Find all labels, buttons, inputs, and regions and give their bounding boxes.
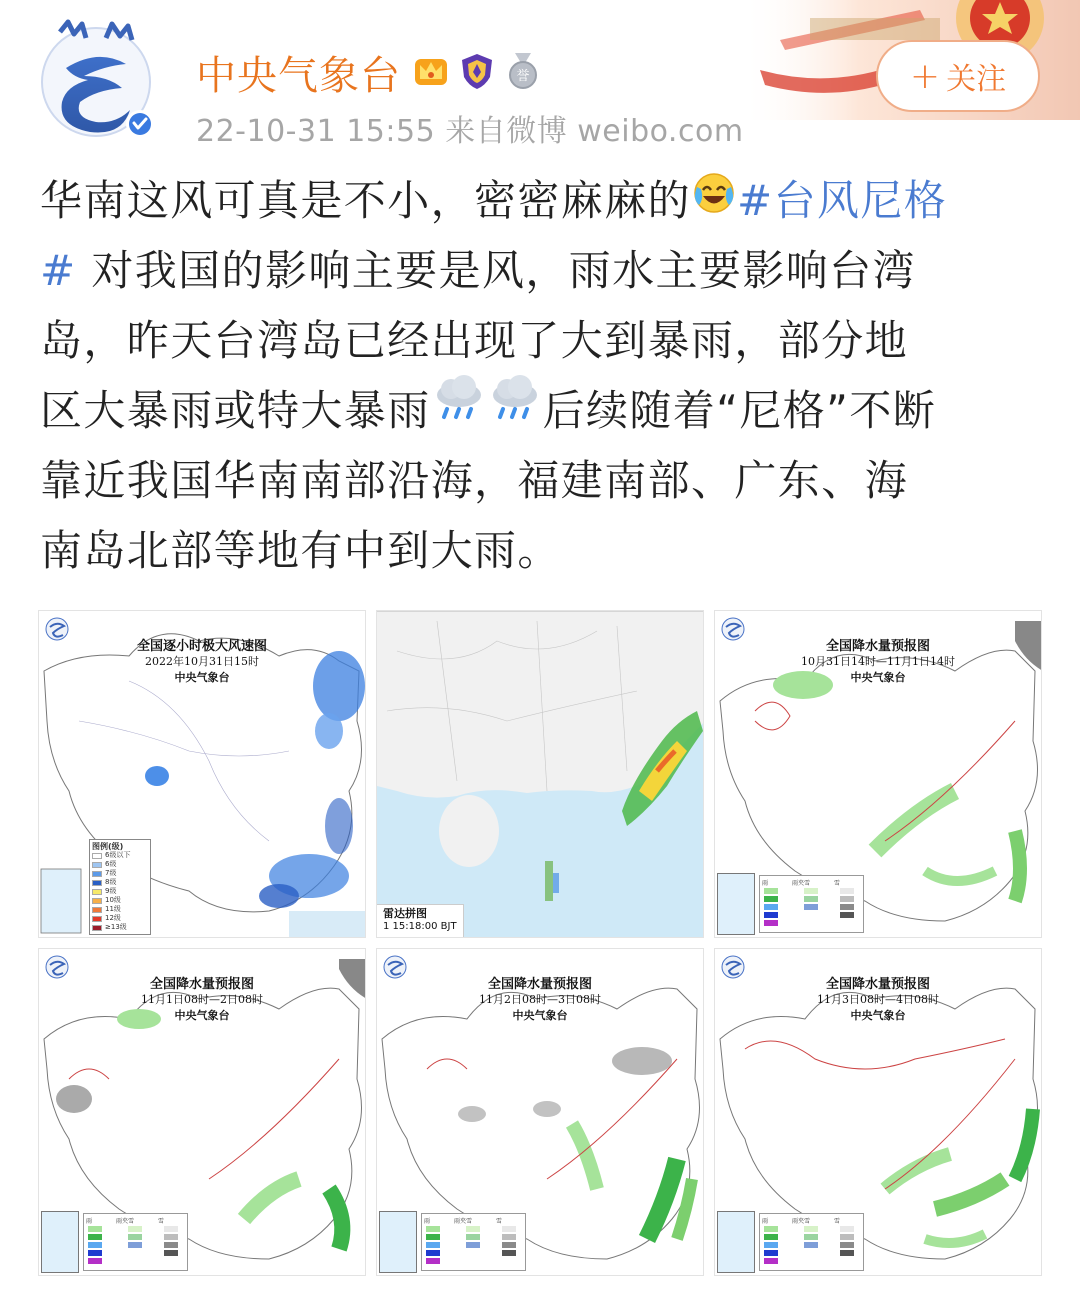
hashtag-link-end[interactable]: # bbox=[40, 246, 77, 295]
badge-group bbox=[411, 51, 543, 95]
wind-map-date: 2022年10月31日15时 bbox=[145, 655, 259, 668]
precip-forecast-image-2[interactable] bbox=[38, 948, 366, 1276]
legend-snow-label: 雪 bbox=[833, 880, 840, 887]
legend-snow-swatches bbox=[502, 1226, 516, 1258]
legend-swatch bbox=[426, 1234, 440, 1240]
legend-swatch bbox=[128, 1226, 142, 1232]
precip-title: 全国降水量预报图 bbox=[825, 639, 930, 654]
user-info bbox=[196, 44, 543, 101]
legend-swatch bbox=[764, 920, 778, 926]
follow-button[interactable] bbox=[876, 40, 1040, 112]
legend-swatch bbox=[92, 916, 102, 922]
legend-snow-label: 雪 bbox=[833, 1218, 840, 1225]
post-text-segment: 后续随着“尼格”不断 bbox=[542, 386, 937, 435]
precip-org: 中央气象台 bbox=[850, 1009, 906, 1022]
wind-map-org: 中央气象台 bbox=[174, 671, 230, 684]
legend-rain-swatches bbox=[764, 1226, 778, 1266]
precip-forecast-image-1[interactable] bbox=[714, 610, 1042, 938]
legend-snow-swatches bbox=[840, 1226, 854, 1258]
legend-swatch bbox=[426, 1226, 440, 1232]
precip-legend bbox=[83, 1213, 188, 1271]
wind-legend bbox=[89, 839, 151, 935]
legend-snow-label: 雪 bbox=[157, 1218, 164, 1225]
legend-swatch bbox=[92, 871, 102, 877]
south-sea-inset bbox=[717, 1211, 755, 1273]
legend-swatch bbox=[502, 1242, 516, 1248]
post-text-segment: 华南这风可真是不小，密密麻麻的 bbox=[40, 176, 692, 225]
legend-row bbox=[92, 878, 148, 887]
legend-swatch bbox=[840, 1242, 854, 1248]
legend-mix-label: 雨夹雪 bbox=[453, 1218, 472, 1225]
legend-swatch bbox=[764, 1250, 778, 1256]
radar-image[interactable] bbox=[376, 610, 704, 938]
rain-cloud-emoji-icon bbox=[431, 375, 487, 446]
legend-swatch bbox=[92, 862, 102, 868]
post-line bbox=[40, 236, 1050, 306]
legend-swatch bbox=[502, 1226, 516, 1232]
legend-swatch bbox=[88, 1250, 102, 1256]
precip-legend bbox=[759, 1213, 864, 1271]
legend-swatch bbox=[840, 912, 854, 918]
precip-title: 全国降水量预报图 bbox=[825, 977, 930, 992]
legend-swatch bbox=[840, 1226, 854, 1232]
legend-swatch bbox=[88, 1242, 102, 1248]
legend-mix-swatches bbox=[466, 1226, 480, 1250]
legend-row bbox=[92, 869, 148, 878]
post-text-segment: 南岛北部等地有中到大雨。 bbox=[40, 526, 561, 575]
legend-swatch bbox=[764, 1226, 778, 1232]
precip-title: 全国降水量预报图 bbox=[149, 977, 254, 992]
legend-label: 7级 bbox=[105, 869, 117, 877]
legend-rain-label: 雨 bbox=[762, 880, 769, 887]
post-line bbox=[40, 446, 1050, 516]
follow-label: 关注 bbox=[946, 62, 1007, 97]
precip-title: 全国降水量预报图 bbox=[487, 977, 592, 992]
legend-mix-swatches bbox=[128, 1226, 142, 1250]
legend-swatch bbox=[804, 1234, 818, 1240]
wind-map-title: 全国逐小时极大风速图 bbox=[136, 639, 267, 654]
legend-rain-swatches bbox=[764, 888, 778, 928]
legend-swatch bbox=[764, 888, 778, 894]
legend-mix-label: 雨夹雪 bbox=[115, 1218, 134, 1225]
legend-swatch bbox=[164, 1226, 178, 1232]
radar-caption-title: 雷达拼图 bbox=[383, 907, 427, 920]
legend-swatch bbox=[804, 896, 818, 902]
legend-swatch bbox=[128, 1234, 142, 1240]
legend-swatch bbox=[128, 1242, 142, 1248]
legend-label: 8级 bbox=[105, 878, 117, 886]
legend-swatch bbox=[92, 889, 102, 895]
legend-swatch bbox=[164, 1234, 178, 1240]
post-meta: 22-10-31 15:55 来自微博 weibo.com bbox=[196, 114, 744, 149]
legend-mix-label: 雨夹雪 bbox=[791, 1218, 810, 1225]
post-line bbox=[40, 376, 1050, 446]
legend-label: 9级 bbox=[105, 887, 117, 895]
post-text-segment: 靠近我国华南南部沿海，福建南部、广东、海 bbox=[40, 456, 909, 505]
post-line bbox=[40, 306, 1050, 376]
legend-swatch bbox=[426, 1250, 440, 1256]
legend-swatch bbox=[88, 1226, 102, 1232]
legend-snow-swatches bbox=[840, 888, 854, 920]
legend-label: 6级 bbox=[105, 860, 117, 868]
radar-caption bbox=[377, 904, 464, 937]
rain-cloud-emoji-icon bbox=[487, 375, 543, 446]
legend-swatch bbox=[804, 1226, 818, 1232]
south-sea-inset bbox=[717, 873, 755, 935]
wind-map-image[interactable] bbox=[38, 610, 366, 938]
legend-row bbox=[92, 851, 148, 860]
south-sea-inset bbox=[41, 1211, 79, 1273]
legend-swatch bbox=[840, 1250, 854, 1256]
legend-swatch bbox=[804, 1242, 818, 1248]
post-line bbox=[40, 516, 1050, 586]
legend-swatch bbox=[804, 888, 818, 894]
post-line bbox=[40, 166, 1050, 236]
legend-row bbox=[92, 896, 148, 905]
crown-badge-icon[interactable] bbox=[411, 51, 451, 95]
legend-swatch bbox=[502, 1250, 516, 1256]
precip-forecast-image-3[interactable] bbox=[376, 948, 704, 1276]
precip-org: 中央气象台 bbox=[850, 671, 906, 684]
legend-swatch bbox=[804, 904, 818, 910]
precip-date: 11月2日08时—3日08时 bbox=[479, 993, 601, 1006]
legend-swatch bbox=[426, 1242, 440, 1248]
precip-date: 11月1日08时—2日08时 bbox=[141, 993, 263, 1006]
legend-swatch bbox=[840, 888, 854, 894]
legend-row bbox=[92, 887, 148, 896]
precip-org: 中央气象台 bbox=[174, 1009, 230, 1022]
medal-badge-icon[interactable] bbox=[503, 51, 543, 95]
legend-swatch bbox=[466, 1234, 480, 1240]
legend-swatch bbox=[92, 925, 102, 931]
legend-label: 11级 bbox=[105, 905, 121, 913]
post-text-segment: 对我国的影响主要是风，雨水主要影响台湾 bbox=[76, 246, 916, 295]
wind-legend-title: 图例(级) bbox=[92, 842, 124, 851]
precip-date: 11月3日08时—4日08时 bbox=[817, 993, 939, 1006]
legend-swatch bbox=[164, 1242, 178, 1248]
legend-swatch bbox=[764, 1258, 778, 1264]
precip-legend bbox=[759, 875, 864, 933]
author-name[interactable]: 中央气象台 bbox=[196, 53, 401, 99]
legend-mix-swatches bbox=[804, 888, 818, 912]
legend-swatch bbox=[764, 1234, 778, 1240]
precip-legend bbox=[421, 1213, 526, 1271]
legend-row bbox=[92, 914, 148, 923]
legend-swatch bbox=[840, 896, 854, 902]
legend-rain-label: 雨 bbox=[762, 1218, 769, 1225]
legend-rain-swatches bbox=[426, 1226, 440, 1266]
precip-date: 10月31日14时—11月1日14时 bbox=[801, 655, 955, 668]
legend-label: 12级 bbox=[105, 914, 121, 922]
legend-row bbox=[92, 860, 148, 869]
legend-swatch bbox=[764, 904, 778, 910]
avatar[interactable] bbox=[38, 18, 158, 140]
radar-caption-time: 1 15:18:00 BJT bbox=[383, 921, 457, 932]
legend-snow-label: 雪 bbox=[495, 1218, 502, 1225]
legend-swatch bbox=[164, 1250, 178, 1256]
laughing-crying-emoji-icon bbox=[691, 166, 737, 236]
precip-org: 中央气象台 bbox=[512, 1009, 568, 1022]
legend-rain-swatches bbox=[88, 1226, 102, 1266]
south-sea-inset bbox=[379, 1211, 417, 1273]
svg-text:誉: 誉 bbox=[516, 68, 530, 84]
legend-label: ≥13级 bbox=[105, 923, 127, 931]
legend-swatch bbox=[426, 1258, 440, 1264]
legend-rain-label: 雨 bbox=[86, 1218, 93, 1225]
shield-badge-icon[interactable] bbox=[457, 51, 497, 95]
post-text-segment: 区大暴雨或特大暴雨 bbox=[40, 386, 431, 435]
legend-swatch bbox=[92, 853, 102, 859]
hashtag-link[interactable]: #台风尼格 bbox=[737, 176, 948, 225]
legend-label: 10级 bbox=[105, 896, 121, 904]
legend-swatch bbox=[88, 1258, 102, 1264]
legend-swatch bbox=[502, 1234, 516, 1240]
legend-snow-swatches bbox=[164, 1226, 178, 1258]
legend-swatch bbox=[764, 1242, 778, 1248]
legend-swatch bbox=[764, 896, 778, 902]
legend-swatch bbox=[92, 898, 102, 904]
legend-swatch bbox=[840, 1234, 854, 1240]
legend-swatch bbox=[764, 912, 778, 918]
legend-row bbox=[92, 905, 148, 914]
legend-mix-swatches bbox=[804, 1226, 818, 1250]
legend-swatch bbox=[466, 1226, 480, 1232]
plus-icon: + bbox=[909, 55, 941, 97]
precip-forecast-image-4[interactable] bbox=[714, 948, 1042, 1276]
legend-swatch bbox=[88, 1234, 102, 1240]
legend-row bbox=[92, 923, 148, 932]
post-text-segment: 岛，昨天台湾岛已经出现了大到暴雨，部分地 bbox=[40, 316, 909, 365]
legend-rain-label: 雨 bbox=[424, 1218, 431, 1225]
legend-swatch bbox=[92, 880, 102, 886]
legend-swatch bbox=[840, 904, 854, 910]
legend-mix-label: 雨夹雪 bbox=[791, 880, 810, 887]
legend-swatch bbox=[92, 907, 102, 913]
post-text bbox=[40, 166, 1050, 586]
legend-swatch bbox=[466, 1242, 480, 1248]
legend-label: 6级以下 bbox=[105, 851, 131, 859]
